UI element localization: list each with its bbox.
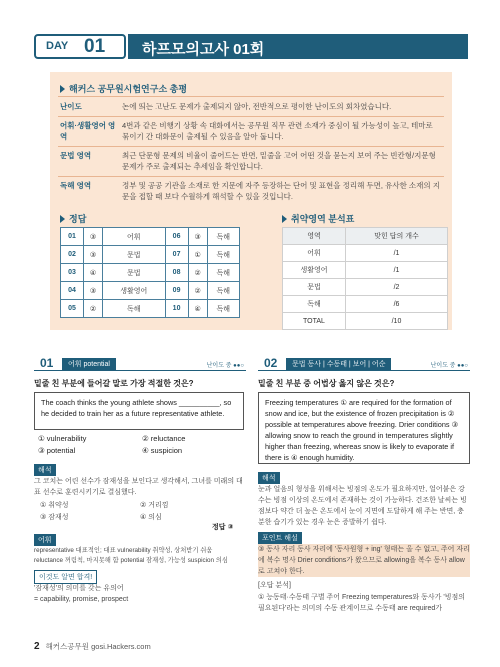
error-analysis-text: ① 능동태·수동태 구별 주어 Freezing temperatures와 동사가 '빙점의 필요된다'라는 의미의 수동 관계이므로 수동태 are required가 (258, 594, 465, 612)
question-1-header (34, 356, 246, 371)
divider (58, 146, 444, 147)
translation-option-4: ④ 의심 (140, 514, 162, 521)
table-row: 독해 /6 (283, 296, 448, 313)
question-1-tag: 어휘 potential (62, 358, 116, 370)
question-1-option-3[interactable]: ③ potential (38, 446, 76, 455)
question-1-difficulty: 난이도 중 ●●○ (206, 363, 244, 369)
question-2-prompt: 밑줄 친 부분 중 어법상 옳지 않은 것은? (258, 379, 395, 388)
divider (58, 176, 444, 177)
vocab-line-2: reluctance 꺼림칙, 마지못해 함 potential 잠재성, 가능성 suspicion 의심 (34, 557, 228, 564)
table-row: 01 ③ 어휘 06 ③ 독해 (61, 228, 240, 246)
review-label-vocab: 어휘·생활영어 영역 (60, 121, 116, 141)
review-text-grammar: 최근 단문형 문제의 비율이 줄어드는 반면, 밑줄을 고어 어떤 것을 묻는지 보여 주는 빈칸형/지문형 문제가 주로 출제되는 추세임을 확인합니다. (122, 151, 436, 171)
point-explanation: ③ 동사 자리 동사 자리에 '동사원형 + ing' 형태는 올 수 없고, 주어 자리에 복수 명사 Drier conditions가 왔으므로 allowing을 복수 동사 allow로 고쳐야 한다. (258, 546, 470, 575)
question-2-passage: Freezing temperatures ① are required for the formation of snow and ice, but the existence of frozen precipitation is ② possible at temperatures above freezing. Drier conditions ③ allowing snow to reach the ground in temperatures slightly higher than freezing, whereas snow is likely to evaporate if there is ④ enough humidity. (258, 392, 470, 464)
footer-text: 해커스공무원 gosi.Hackers.com (45, 642, 151, 651)
analysis-table (282, 227, 448, 330)
page-footer (34, 641, 151, 652)
column-header-area: 영역 (283, 228, 346, 245)
table-row: 생활영어 /1 (283, 262, 448, 279)
divider (58, 96, 444, 97)
table-row: 문법 /2 (283, 279, 448, 296)
vocab-label: 어휘 (34, 534, 56, 546)
haeseok-label: 해석 (258, 472, 280, 484)
title-bar (128, 34, 468, 59)
review-heading: 해커스 공무원시험연구소 총평 (60, 82, 187, 95)
question-1-prompt: 밑줄 친 부분에 들어갈 말로 가장 적절한 것은? (34, 379, 194, 388)
vocab-line-1: representative 대표적인; 대표 vulnerability 취약성, 상처받기 쉬움 (34, 547, 213, 554)
error-analysis-label: [오답 분석] (258, 582, 291, 589)
table-row: 05 ② 독해 10 ④ 독해 (61, 300, 240, 318)
review-label-grammar: 문법 영역 (60, 151, 92, 160)
table-row: 04 ③ 생활영어 09 ② 독해 (61, 282, 240, 300)
translation-option-2: ② 거리낌 (140, 502, 169, 509)
table-header-row (283, 228, 448, 245)
table-row: 03 ④ 문법 08 ② 독해 (61, 264, 240, 282)
question-1-option-4[interactable]: ④ suspicion (142, 446, 183, 455)
analysis-heading: 취약영역 분석표 (282, 212, 354, 225)
triangle-icon (282, 215, 287, 223)
triangle-icon (60, 85, 65, 93)
table-row: 어휘 /1 (283, 245, 448, 262)
day-badge (34, 34, 126, 59)
question-2-translation: 눈과 얼음의 형성을 위해서는 빙점의 온도가 필요하지만, 얼어붙은 강수는 빙점 이상의 온도에서 존재하는 것이 가능하다. 건조한 날씨는 빙점보다 약간 더 높은 온도에서 눈이 지면에 도달하게 해 주는 반면, 충분한 습기가 있는 경우 눈은 증발하기 쉽다. (258, 486, 467, 526)
page-number: 2 (34, 641, 40, 652)
answers-heading: 정답 (60, 212, 86, 225)
review-text-reading: 정부 및 공공 기관을 소재로 한 지문에 자주 등장하는 단어 및 표현을 정리해 두면, 유사한 소재의 지문을 접할 때 보다 수월하게 해석할 수 있을 것입니다. (122, 181, 440, 201)
triangle-icon (60, 215, 65, 223)
column-header-count: 맞힌 답의 개수 (345, 228, 447, 245)
page-title: 하프모의고사 01회 (142, 41, 265, 58)
extra-tip-label: 이것도 알면 합격! (34, 570, 97, 584)
extra-tip-line-2: = capability, promise, prospect (34, 596, 129, 603)
question-1-number: 01 (40, 356, 54, 370)
day-label: DAY (46, 40, 69, 52)
review-label-difficulty: 난이도 (60, 102, 82, 111)
day-number: 01 (84, 36, 106, 57)
question-2-header (258, 356, 470, 371)
question-1-option-1[interactable]: ① vulnerability (38, 434, 87, 443)
haeseok-label: 해석 (34, 464, 56, 476)
review-label-reading: 독해 영역 (60, 181, 92, 190)
table-row: 02 ③ 문법 07 ① 독해 (61, 246, 240, 264)
question-2-tag: 문법 동사 | 수동태 | 보어 | 어순 (286, 358, 391, 370)
question-2-number: 02 (264, 356, 278, 370)
answer-grid (60, 227, 240, 318)
question-1-passage: The coach thinks the young athlete shows __________, so he decided to train her as a future representative athlete. (34, 392, 244, 430)
translation-option-3: ③ 잠재성 (40, 514, 69, 521)
review-text-difficulty: 논에 띄는 고난도 문제가 출제되지 않아, 전반적으로 평이한 난이도의 회차였습니다. (122, 102, 392, 111)
translation-option-1: ① 취약성 (40, 502, 69, 509)
divider (58, 116, 444, 117)
question-1-option-2[interactable]: ② reluctance (142, 434, 186, 443)
question-1-translation: 그 코치는 어린 선수가 잠재성을 보인다고 생각해서, 그녀를 미래의 대표 선수로 훈련시키기로 결심했다. (34, 478, 243, 496)
table-row: TOTAL /10 (283, 313, 448, 330)
point-label: 포인트 해설 (258, 532, 302, 544)
extra-tip-line-1: '잠재성'의 의미를 갖는 유의어 (34, 585, 124, 592)
question-2-difficulty: 난이도 중 ●●○ (430, 363, 468, 369)
question-1-answer: 정답 ③ (212, 524, 234, 531)
review-text-vocab: 4번과 같은 비행기 상황 속 대화에서는 공무원 직무 관련 소재가 중심이 될 가능성이 높고, 테마로 묶이기 간 대화문이 출제될 수 있음을 알아 둡니다. (122, 121, 433, 141)
